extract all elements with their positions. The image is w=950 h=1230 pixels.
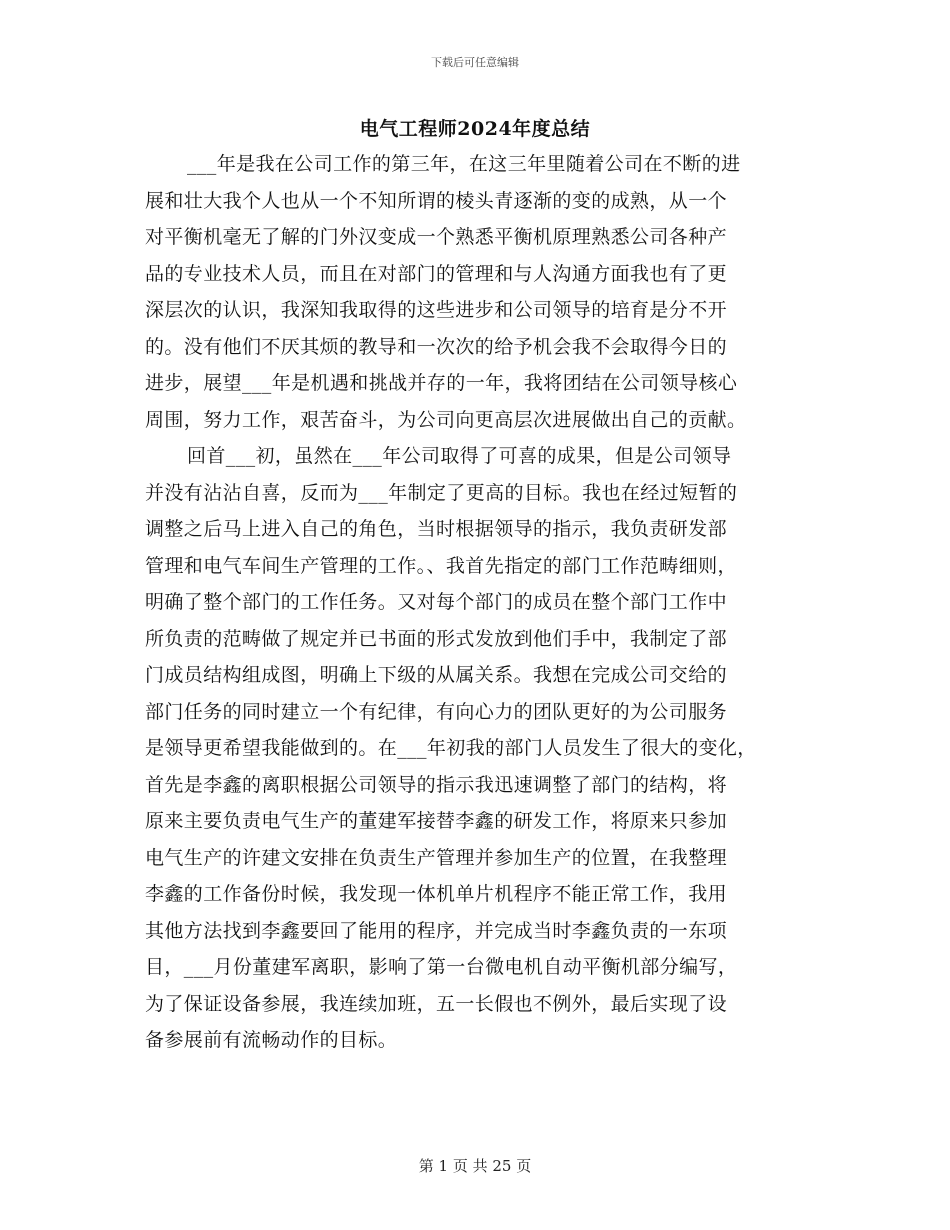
paragraph-line: 深层次的认识，我深知我取得的这些进步和公司领导的培育是分不开: [145, 299, 728, 321]
paragraph-line: 的。没有他们不厌其烦的教导和一次次的给予机会我不会取得今日的: [145, 335, 728, 358]
paragraph-line: 管理和电气车间生产管理的工作。、我首先指定的部门工作范畴细则，: [145, 554, 737, 577]
paragraph-line: 首先是李鑫的离职根据公司领导的指示我迅速调整了部门的结构，将: [145, 773, 728, 796]
paragraph-line: ___年是我在公司工作的第三年，在这三年里随着公司在不断的进: [187, 153, 741, 175]
paragraph-line: 所负责的范畴做了规定并已书面的形式发放到他们手中，我制定了部: [145, 627, 728, 650]
paragraph-line: 回首___初，虽然在___年公司取得了可喜的成果，但是公司领导: [187, 445, 732, 467]
paragraph-line: 并没有沾沾自喜，反而为___年制定了更高的目标。我也在经过短暂的: [145, 481, 738, 504]
paragraph-line: 明确了整个部门的工作任务。又对每个部门的成员在整个部门工作中: [145, 591, 728, 613]
paragraph-line: 进步，展望___年是机遇和挑战并存的一年，我将团结在公司领导核心: [145, 372, 738, 394]
paragraph-line: 周围，努力工作，艰苦奋斗，为公司向更高层次进展做出自己的贡献。: [145, 408, 747, 431]
header-note: 下载后可任意编辑: [431, 56, 519, 69]
paragraph-line: 其他方法找到李鑫要回了能用的程序，并完成当时李鑫负责的一东项: [145, 919, 728, 942]
paragraph-line: 备参展前有流畅动作的目标。: [145, 1029, 398, 1051]
paragraph-line: 电气生产的许建文安排在负责生产管理并参加生产的位置，在我整理: [145, 846, 728, 869]
paragraph-line: 调整之后马上进入自己的角色，当时根据领导的指示，我负责研发部: [145, 518, 728, 540]
page-number: 第 1 页 共 25 页: [418, 1157, 532, 1175]
document-title: 电气工程师2024年度总结: [359, 118, 591, 140]
paragraph-line: 原来主要负责电气生产的董建军接替李鑫的研发工作，将原来只参加: [145, 810, 728, 832]
paragraph-line: 目，___月份董建军离职，影响了第一台微电机自动平衡机部分编写，: [145, 956, 738, 978]
paragraph-line: 展和壮大我个人也从一个不知所谓的棱头青逐渐的变的成熟，从一个: [145, 189, 728, 212]
paragraph-line: 对平衡机毫无了解的门外汉变成一个熟悉平衡机原理熟悉公司各种产: [145, 226, 728, 248]
paragraph-line: 门成员结构组成图，明确上下级的从属关系。我想在完成公司交给的: [145, 664, 728, 686]
paragraph-line: 为了保证设备参展，我连续加班，五一长假也不例外，最后实现了设: [145, 992, 728, 1015]
paragraph-line: 李鑫的工作备份时候，我发现一体机单片机程序不能正常工作，我用: [145, 883, 728, 905]
document-body: [145, 146, 815, 1059]
paragraph-line: 部门任务的同时建立一个有纪律，有向心力的团队更好的为公司服务: [145, 700, 728, 723]
paragraph-line: 品的专业技术人员，而且在对部门的管理和与人沟通方面我也有了更: [145, 262, 728, 285]
paragraph-line: 是领导更希望我能做到的。在___年初我的部门人员发生了很大的变化，: [145, 737, 757, 759]
